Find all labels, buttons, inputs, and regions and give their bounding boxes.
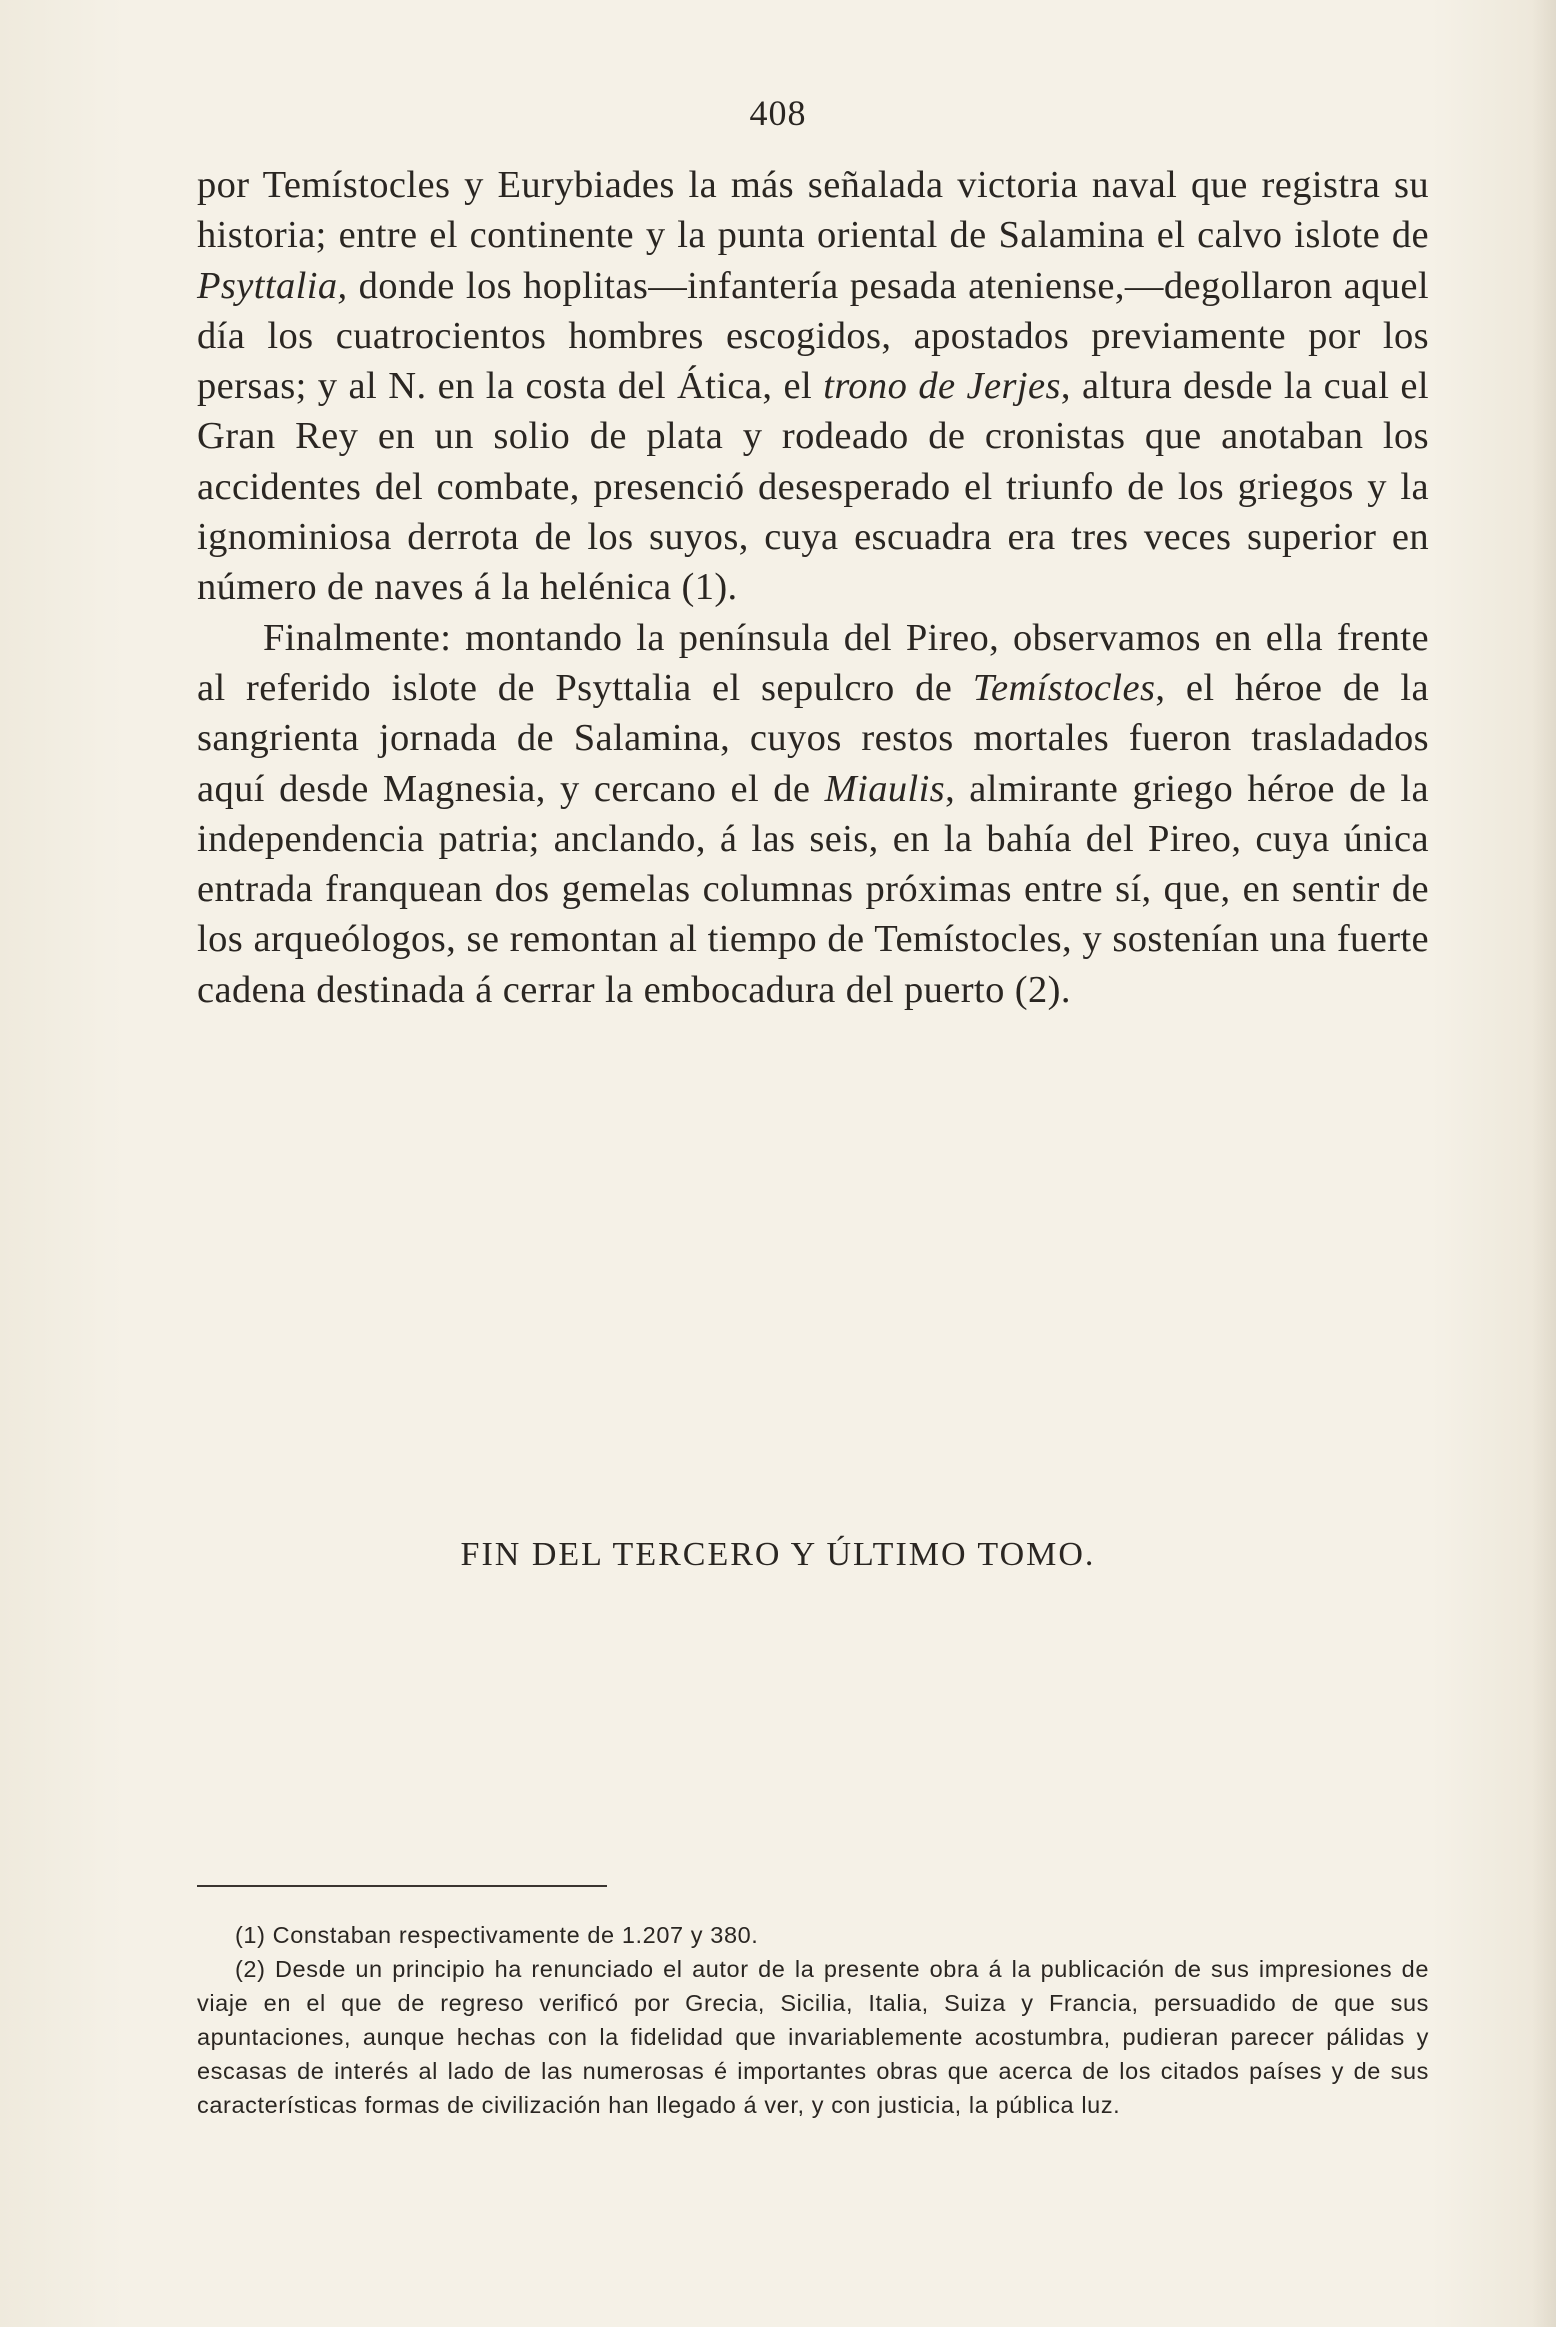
italic-segment: Psyttalia, [197,264,348,307]
text-segment: , el héroe de la sangrienta jornada de Salamina, cuyos restos mortales fueron trasladados aquí desde Magnesia, y cercano el de [197,666,1429,810]
page-edge-shadow [1532,0,1556,2327]
closing-heading: FIN DEL TERCERO Y ÚLTIMO TOMO. [460,1536,1096,1573]
body-text [197,160,1429,1015]
paragraph [197,613,1429,1015]
text-segment: Finalmente: montando la península del Pireo, observamos en ella frente al referido islote de Psyttalia el sepulcro de [197,616,1429,709]
footnote: (1) Constaban respectivamente de 1.207 y 380. [235,1922,759,1948]
footnote-rule [197,1885,607,1887]
text-segment: , altura desde la cual el Gran Rey en un solio de plata y rodeado de cronistas que anotaban los accidentes del combate, presenció desesperado el triunfo de los griegos y la ignominiosa derrota de los suyos, cuya escuadra era tres veces superior en número de naves á la helénica (1). [197,365,1430,609]
text-segment: por Temístocles y Eurybiades la más señalada victoria naval que registra su historia; entre el continente y la punta oriental de Salamina el calvo islote de [197,164,1429,257]
italic-segment: Temístocles [972,666,1156,709]
text-segment: donde los hoplitas—infantería pesada ateniense,—degollaron aquel día los cuatrocientos hombres escogidos, apostados previamente por los persas; y al N. en la costa del Ática, el [197,264,1429,408]
footnotes [197,1918,1429,2122]
italic-segment: Miaulis [824,767,946,810]
page-number: 408 [749,93,807,133]
paragraph [197,160,1429,613]
footnote: (2) Desde un principio ha renunciado el autor de la presente obra á la publicación de sus impresiones de viaje en el que de regreso verificó por Grecia, Sicilia, Italia, Suiza y Francia, persuadido de que sus apuntaciones, aunque hechas con la fidelidad que invariablemente acostumbra, pudieran parecer pálidas y escasas de interés al lado de las numerosas é importantes obras que acerca de los citados países y de sus características formas de civilización han llegado á ver, y con justicia, la pública luz. [197,1956,1429,2118]
italic-segment: trono de Jerjes [823,365,1061,408]
text-segment: , almirante griego héroe de la independencia patria; anclando, á las seis, en la bahía del Pireo, cuya única entrada franquean dos gemelas columnas próximas entre sí, que, en sentir de los arqueólogos, se remontan al tiempo de Temístocles, y sostenían una fuerte cadena destinada á cerrar la embocadura del puerto (2). [197,767,1429,1011]
